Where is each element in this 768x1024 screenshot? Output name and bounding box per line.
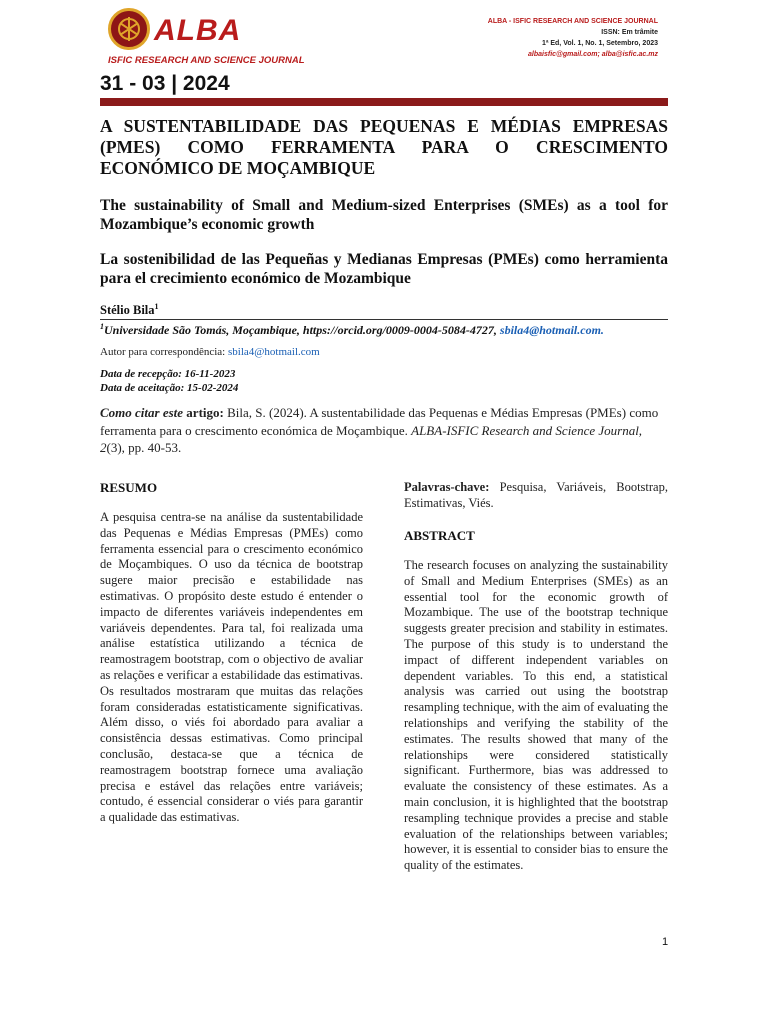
- title-english: The sustainability of Small and Medium-sized Enterprises (SMEs) as a tool for Mozambique’s economic growth: [100, 197, 668, 233]
- citation-text: Bila, S. (2024). A sustentabilidade das Pequenas e Médias Empresas (PMEs) como ferramenta para o crescimento económica de Moçambique.: [100, 405, 659, 438]
- correspondence-email-link[interactable]: sbila4@hotmail.com: [227, 346, 320, 358]
- citation-issue: (3), pp. 40-53.: [106, 440, 182, 455]
- abstract-text: The research focuses on analyzing the sustainability of Small and Medium Enterprises (SMEs) as an essential tool for the economic growth of Mozambique. The use of the bootstrap technique suggests greater precision and stability in estimates. The purpose of this study is to understand the impact of different independent variables on dependent variables. To this end, a statistical analysis was carried out using the bootstrap resampling technique, with the aim of evaluating the relationships and verifying the stability of the estimates. The results showed that many of the relationships were considered statistically significant. Furthermore, bias was addressed to evaluate the consistency of these estimates. As a main conclusion, it is highlighted that the bootstrap resampling technique provides a precise and stable evaluation of the relationships between variables; however, it is essential to consider bias to ensure the quality of the estimates.: [404, 558, 668, 873]
- author-affiliation: [100, 322, 604, 338]
- header-divider-bar: [100, 98, 668, 106]
- citation-label-bold: artigo:: [186, 405, 224, 420]
- date-received: Data de recepção: 16-11-2023: [100, 368, 236, 380]
- journal-logo-emblem: [108, 8, 150, 50]
- header-issn: ISSN: Em trâmite: [601, 29, 658, 36]
- author-name-text: Stélio Bila: [100, 303, 155, 318]
- header-edition: 1ª Ed, Vol. 1, No. 1, Setembro, 2023: [541, 40, 658, 47]
- keywords-block: [404, 480, 668, 512]
- page-number: 1: [662, 936, 669, 948]
- citation-label-italic: Como citar este: [100, 405, 184, 420]
- correspondence-line: [100, 346, 320, 358]
- resumo-text: A pesquisa centra-se na análise da sustentabilidade das Pequenas e Médias Empresas (PMEs) como ferramenta essencial para o crescimento económico de Moçambiques. O uso da técnica de bootstrap sugere maior precisão e estabilidade nas estimativas. O propósito deste estudo é entender o impacto de diferentes variáveis independentes em variáveis dependentes. Para tal, foi realizada uma análise estatística utilizando a técnica de reamostragem bootstrap, com o objectivo de avaliar as relações e verificar a estabilidade das estimativas. Os resultados mostraram que muitas das relações foram consideradas estatisticamente significativas. Além disso, o viés foi abordado para avaliar a consistência dessas estimativas. Como principal conclusão, destaca-se que a técnica de reamostragem bootstrap fornece uma avaliação precisa e estável das relações entre variáveis; contudo, é essencial considerar o viés para garantir a qualidade das estimativas.: [100, 510, 363, 825]
- title-portuguese: A SUSTENTABILIDADE DAS PEQUENAS E MÉDIAS EMPRESAS (PMES) COMO FERRAMENTA PARA O CRESCIMENTO ECONÓMICO DE MOÇAMBIQUE: [100, 116, 668, 178]
- publication-date: 31 - 03 | 2024: [100, 72, 230, 95]
- keywords-label: Palavras-chave:: [404, 480, 490, 494]
- author-name: [100, 302, 159, 318]
- title-spanish: La sostenibilidad de las Pequeñas y Medianas Empresas (PMEs) como herramienta para el crecimiento económico de Mozambique: [100, 251, 668, 287]
- correspondence-label: Autor para correspondência:: [100, 346, 226, 358]
- affiliation-sup: 1: [100, 322, 104, 331]
- journal-logo-text: ALBA: [154, 14, 242, 47]
- author-separator: [100, 319, 668, 320]
- date-accepted: Data de aceitação: 15-02-2024: [100, 382, 239, 394]
- author-sup: 1: [154, 302, 159, 311]
- affiliation-email-link[interactable]: sbila4@hotmail.com.: [499, 323, 604, 337]
- resumo-heading: RESUMO: [100, 480, 158, 495]
- header-journal-name: ALBA - ISFIC RESEARCH AND SCIENCE JOURNAL: [487, 18, 658, 25]
- journal-logo-subtitle: ISFIC RESEARCH AND SCIENCE JOURNAL: [108, 55, 305, 66]
- keywords-text: Pesquisa, Variáveis, Bootstrap, Estimativas, Viés.: [404, 480, 668, 510]
- citation-block: [100, 404, 668, 457]
- citation-journal: ALBA-ISFIC Research and Science Journal, 2: [100, 422, 643, 455]
- header-emails[interactable]: albaisfic@gmail.com; alba@isfic.ac.mz: [528, 51, 658, 58]
- affiliation-text: Universidade São Tomás, Moçambique, https://orcid.org/0009-0004-5084-4727,: [104, 323, 497, 337]
- abstract-heading: ABSTRACT: [404, 528, 475, 543]
- emblem-icon: [111, 11, 147, 47]
- article-dates: [100, 367, 238, 395]
